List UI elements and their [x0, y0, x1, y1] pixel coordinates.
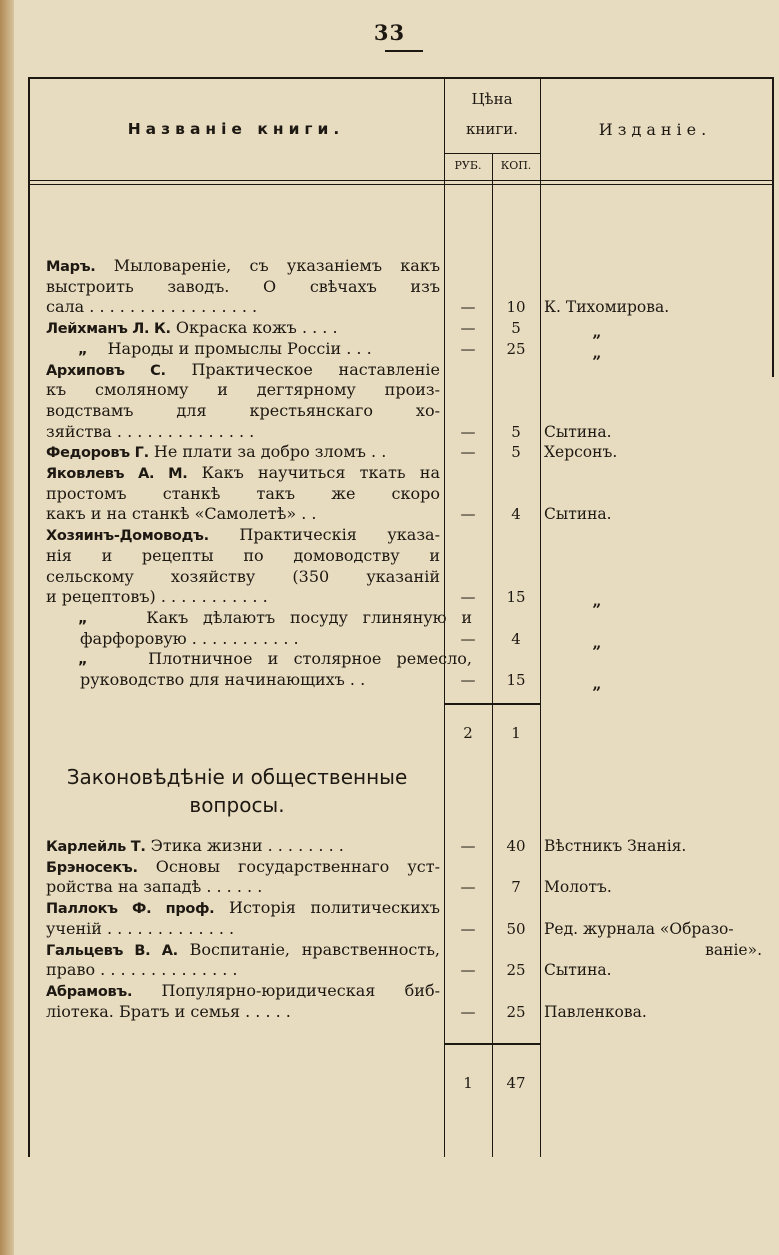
- page-number: 33: [373, 20, 406, 45]
- book-author: Лейхманъ Л. К.: [46, 321, 171, 338]
- section1-entry-6-line-2: сельскому хозяйству (350 указаній: [46, 566, 440, 586]
- section1-entry-4-price-rub: —: [460, 443, 476, 462]
- section1-entry-1-publisher: „: [592, 322, 602, 342]
- section2-title-line1: Законовѣдѣніе и общественные: [66, 765, 408, 789]
- subtotal-rule-2: [444, 1043, 540, 1045]
- section1-entry-3-line-2: водствамъ для крестьянскаго хо-: [46, 400, 440, 420]
- section1-entry-8-line-1: руководство для начинающихъ . .: [80, 670, 366, 689]
- table-left-border: [28, 77, 30, 1157]
- section2-entry-4-price-kop: 25: [506, 1002, 526, 1021]
- column-header-price: Цѣна: [471, 90, 513, 108]
- section2-entry-1-line-1: ройства на западѣ . . . . . .: [46, 877, 263, 897]
- section1-entry-8-price-rub: —: [460, 671, 476, 689]
- section1-entry-2-price-kop: 25: [506, 339, 526, 358]
- section2-entry-3-publisher: Сытина.: [544, 961, 612, 980]
- section2-entry-2-line-1: ученій . . . . . . . . . . . . .: [46, 918, 235, 938]
- section2-total-kop: 47: [506, 1074, 526, 1092]
- section1-entry-8-price-kop: 15: [506, 671, 526, 689]
- section2-entry-1-price-rub: —: [460, 878, 476, 897]
- section2-entry-0-price-kop: 40: [506, 837, 526, 855]
- section2-entry-1-publisher: Молотъ.: [544, 878, 612, 897]
- column-header-kop: КОП.: [500, 159, 532, 172]
- section1-entry-4-publisher: Херсонъ.: [544, 443, 618, 462]
- page-edge: [0, 0, 14, 1255]
- section1-entry-3-line-3: зяйства . . . . . . . . . . . . . .: [46, 421, 255, 441]
- book-author: Федоровъ Г.: [46, 445, 149, 462]
- section1-entry-5-line-2: какъ и на станкѣ «Самолетѣ» . .: [46, 504, 317, 524]
- section2-entry-3-line-0: Гальцевъ В. А. Воспитаніе, нравственность,: [46, 939, 440, 959]
- book-author: „: [78, 610, 88, 627]
- section2-title: [30, 763, 444, 819]
- section2-title-line2: вопросы.: [189, 793, 285, 817]
- section2-entry-4-line-0: Абрамовъ. Популярно-юридическая биб-: [46, 980, 440, 1000]
- section2-entry-2-line-0: Паллокъ Ф. проф. Исторія политическихъ: [46, 898, 440, 918]
- section1-entry-5-line-1: простомъ станкѣ такъ же скоро: [46, 483, 440, 503]
- section1-entry-0-line-1: выстроить заводъ. О свѣчахъ изъ: [46, 276, 440, 296]
- section1-total-kop: 1: [511, 724, 521, 742]
- section1-entry-6-publisher: „: [592, 591, 602, 611]
- section1-entry-7-price-kop: 4: [511, 629, 521, 648]
- price-col-right-border: [540, 77, 541, 1157]
- subtotal-rule-1: [444, 703, 540, 705]
- section1-entry-0-line-2: сала . . . . . . . . . . . . . . . . .: [46, 297, 258, 317]
- section1-entry-6-line-3: и рецептовъ) . . . . . . . . . . .: [46, 587, 268, 607]
- section1-entry-7-line-0: „ Какъ дѣлаютъ посуду глиняную и: [78, 607, 472, 627]
- table-top-rule: [28, 77, 774, 79]
- section2-entry-3-line-1: право . . . . . . . . . . . . . .: [46, 960, 238, 980]
- section2-entry-2-price-rub: —: [460, 919, 476, 938]
- book-author: Хозяинъ-Домоводъ.: [46, 528, 209, 545]
- section2-entry-0-line-0: Карлейль Т. Этика жизни . . . . . . . .: [46, 836, 344, 855]
- section1-entry-0-price-rub: —: [460, 298, 476, 317]
- column-header-price-sub: книги.: [466, 120, 518, 138]
- book-author: Брэносекъ.: [46, 859, 138, 876]
- section1-entry-2-price-rub: —: [460, 339, 476, 358]
- section2-total-rub: 1: [463, 1074, 473, 1092]
- section1-entry-2-publisher: „: [592, 342, 602, 362]
- book-author: „: [78, 341, 88, 358]
- section1-total-rub: 2: [463, 724, 473, 742]
- header-bottom-rule-2: [28, 184, 774, 185]
- section2-entry-0-price-rub: —: [460, 837, 476, 855]
- section1-entry-0-publisher: К. Тихомирова.: [544, 298, 670, 317]
- section1-entry-5-line-0: Яковлевъ А. М. Какъ научиться ткать на: [46, 463, 440, 482]
- section1-entry-3-price-rub: —: [460, 422, 476, 441]
- section1-entry-3-line-1: къ смоляному и дегтярному произ-: [46, 380, 440, 400]
- section1-entry-3-line-0: Архиповъ С. Практическое наставленіе: [46, 359, 440, 379]
- book-author: Гальцевъ В. А.: [46, 942, 178, 959]
- section2-entry-0-publisher: Вѣстникъ Знанія.: [544, 837, 687, 855]
- section1-entry-2-line-0: „ Народы и промыслы Россіи . . .: [78, 338, 372, 358]
- section1-entry-0-line-0: Маръ. Мыловареніе, съ указаніемъ какъ: [46, 256, 440, 275]
- section2-entry-4-publisher: Павленкова.: [544, 1002, 647, 1021]
- section2-entry-3-price-kop: 25: [506, 961, 526, 980]
- table-right-border: [772, 77, 774, 377]
- section1-entry-1-price-rub: —: [460, 319, 476, 338]
- section1-entry-5-publisher: Сытина.: [544, 505, 612, 524]
- section1-entry-6-price-rub: —: [460, 588, 476, 607]
- section1-entry-7-line-1: фарфоровую . . . . . . . . . . .: [80, 628, 299, 648]
- section1-entry-7-price-rub: —: [460, 629, 476, 648]
- section2-entry-4-line-1: ліотека. Братъ и семья . . . . .: [46, 1001, 291, 1021]
- book-author: Маръ.: [46, 259, 96, 275]
- column-header-edition: Изданіе.: [598, 120, 712, 139]
- section2-entry-3-price-rub: —: [460, 961, 476, 980]
- section1-entry-7-publisher: „: [592, 632, 602, 652]
- book-author: Карлейль Т.: [46, 839, 146, 855]
- column-header-title: Названіе книги.: [127, 120, 345, 138]
- book-author: Яковлевъ А. М.: [46, 466, 188, 482]
- header-bottom-rule: [28, 180, 774, 181]
- section1-entry-0-price-kop: 10: [506, 298, 526, 317]
- section1-entry-8-publisher: „: [592, 674, 602, 693]
- section2-entry-2-publisher: Ред. журнала «Образо-: [544, 919, 734, 938]
- section2-entry-2-publisher-cont: ваніе».: [705, 940, 762, 959]
- section1-entry-3-price-kop: 5: [511, 422, 521, 441]
- column-header-rub: РУБ.: [454, 159, 482, 172]
- book-author: „: [78, 652, 88, 669]
- book-author: Архиповъ С.: [46, 362, 166, 379]
- section2-entry-4-price-rub: —: [460, 1002, 476, 1021]
- section1-entry-6-line-0: Хозяинъ-Домоводъ. Практическія указа-: [46, 525, 440, 545]
- section1-entry-6-line-1: нія и рецепты по домоводству и: [46, 545, 440, 565]
- section1-entry-5-price-rub: —: [460, 505, 476, 524]
- section1-entry-6-price-kop: 15: [506, 588, 526, 607]
- section1-entry-1-price-kop: 5: [511, 319, 521, 338]
- section1-entry-4-line-0: Федоровъ Г. Не плати за добро зломъ . .: [46, 442, 387, 462]
- book-author: Паллокъ Ф. проф.: [46, 901, 215, 918]
- price-subheader-rule: [444, 153, 540, 154]
- section1-entry-4-price-kop: 5: [511, 443, 521, 462]
- section1-entry-5-price-kop: 4: [511, 505, 521, 524]
- page-number-rule: [385, 50, 423, 52]
- section1-entry-3-publisher: Сытина.: [544, 422, 612, 441]
- section1-entry-8-line-0: „ Плотничное и столярное ремесло,: [78, 649, 472, 669]
- section2-entry-2-price-kop: 50: [506, 919, 526, 938]
- book-author: Абрамовъ.: [46, 983, 133, 1000]
- section1-entry-1-line-0: Лейхманъ Л. К. Окраска кожъ . . . .: [46, 318, 338, 338]
- section2-entry-1-line-0: Брэносекъ. Основы государственнаго уст-: [46, 856, 440, 876]
- section2-entry-1-price-kop: 7: [511, 878, 521, 897]
